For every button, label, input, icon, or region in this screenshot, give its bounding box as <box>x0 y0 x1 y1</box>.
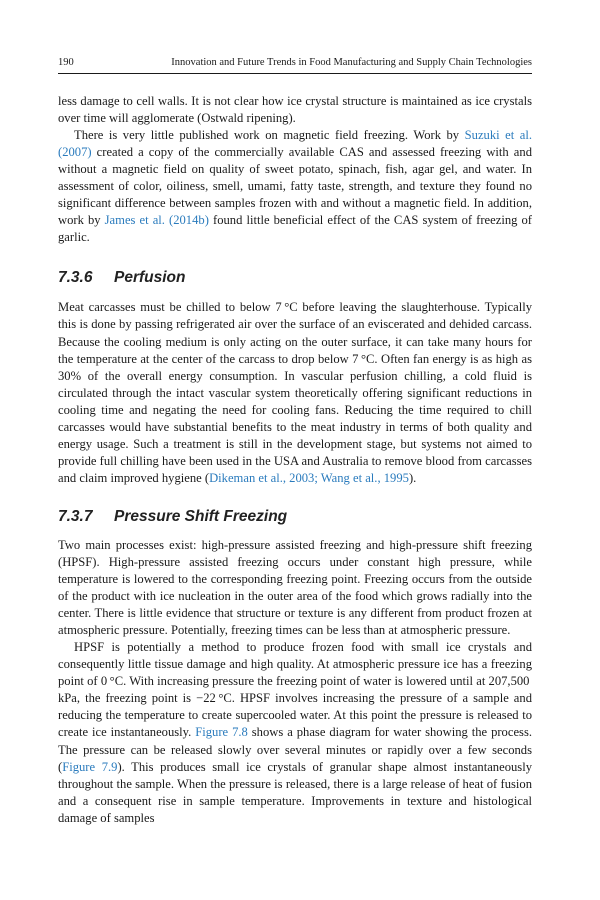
header-rule <box>58 73 532 74</box>
page-body <box>58 93 532 827</box>
paragraph-magnetic-field: There is very little published work on magnetic field freezing. Work by Suzuki et al. (2007) created a copy of the commercially available CAS and assessed freezing with and without a magnetic field on quality of sweet potato, spinach, fish, agar gel, and water. In assessment of color, oiliness, smell, umami, fatty taste, strength, and texture they found no significant difference between samples frozen with and without a magnetic field. In addition, work by James et al. (2014b) found little beneficial effect of the CAS system of freezing of garlic. <box>58 128 532 245</box>
section-number: 7.3.6 <box>58 269 93 287</box>
paragraph-two-processes: Two main processes exist: high-pressure assisted freezing and high-pressure shift freezing (HPSF). High-pressure assisted freezing occurs under constant high pressure, while temperature is lowered to the corresponding freezing point. Freezing occurs from the outside of the product with ice nucleation in the outer area of the food which grows radially into the center. There is little evidence that structure or texture is any different from product frozen at atmospheric pressure. Potentially, freezing times can be less than at atmospheric pressure. <box>58 537 532 638</box>
section-heading-pressure-shift-freezing <box>58 507 532 527</box>
running-title: Innovation and Future Trends in Food Manufacturing and Supply Chain Technologies <box>171 57 532 68</box>
section-number: 7.3.7 <box>58 507 93 525</box>
paragraph-hpsf: HPSF is potentially a method to produce frozen food with small ice crystals and consequently little tissue damage and high quality. At atmospheric pressure ice has a freezing point of 0 °C. With increasing pressure the freezing point of water is lowered until at 207,500 kPa, the freezing point is −22 °C. HPSF involves increasing the pressure of a sample and reducing the temperature to create supercooled water. At this point the pressure is released to create ice instantaneously. Figure 7.8 shows a phase diagram for water showing the process. The pressure can be released slowly over several minutes or rapidly over a few seconds (Figure 7.9). This produces small ice crystals of granular shape almost instantaneously throughout the sample. When the pressure is released, there is a large release of heat of fusion and a consequent rise in sample temperature. Improvements in texture and histological damage of samples <box>58 640 532 825</box>
page-number: 190 <box>58 57 74 68</box>
paragraph-perfusion: Meat carcasses must be chilled to below 7 °C before leaving the slaughterhouse. Typically this is done by passing refrigerated air over the surface of an eviscerated and dehided carcass. Because the cooling medium is only acting on the outer surface, it can take many hours for the temperature at the center of the carcass to drop below 7 °C. Often fan energy is as high as 30% of the overall energy consumption. In vascular perfusion chilling, a cold fluid is circulated through the intact vascular system theoretically offering significant reductions in cooling time and negating the need for cooling fans. Reducing the time required to chill carcasses would have substantial benefits to the meat industry in terms of both quality and energy usage. Such a treatment is still in the development stage, but systems not aimed to provide full chilling have been used in the USA and Australia to remove blood from carcasses and claim improved hygiene (Dikeman et al., 2003; Wang et al., 1995). <box>58 300 532 485</box>
section-title: Pressure Shift Freezing <box>114 507 288 525</box>
section-heading-perfusion <box>58 268 532 288</box>
figure-link-7-8[interactable]: Figure 7.8 <box>195 725 248 740</box>
section-title: Perfusion <box>114 269 186 287</box>
paragraph-continuation: less damage to cell walls. It is not clear how ice crystal structure is maintained as ice crystals over time will agglomerate (Ostwald ripening). <box>58 94 532 126</box>
figure-link-7-9[interactable]: Figure 7.9 <box>62 759 118 774</box>
citation-link-dikeman-wang[interactable]: Dikeman et al., 2003; Wang et al., 1995 <box>209 470 409 485</box>
citation-link-suzuki-2007[interactable]: Suzuki et al. (2007) <box>58 128 532 160</box>
citation-link-james-2014b[interactable]: James et al. (2014b) <box>104 213 209 228</box>
